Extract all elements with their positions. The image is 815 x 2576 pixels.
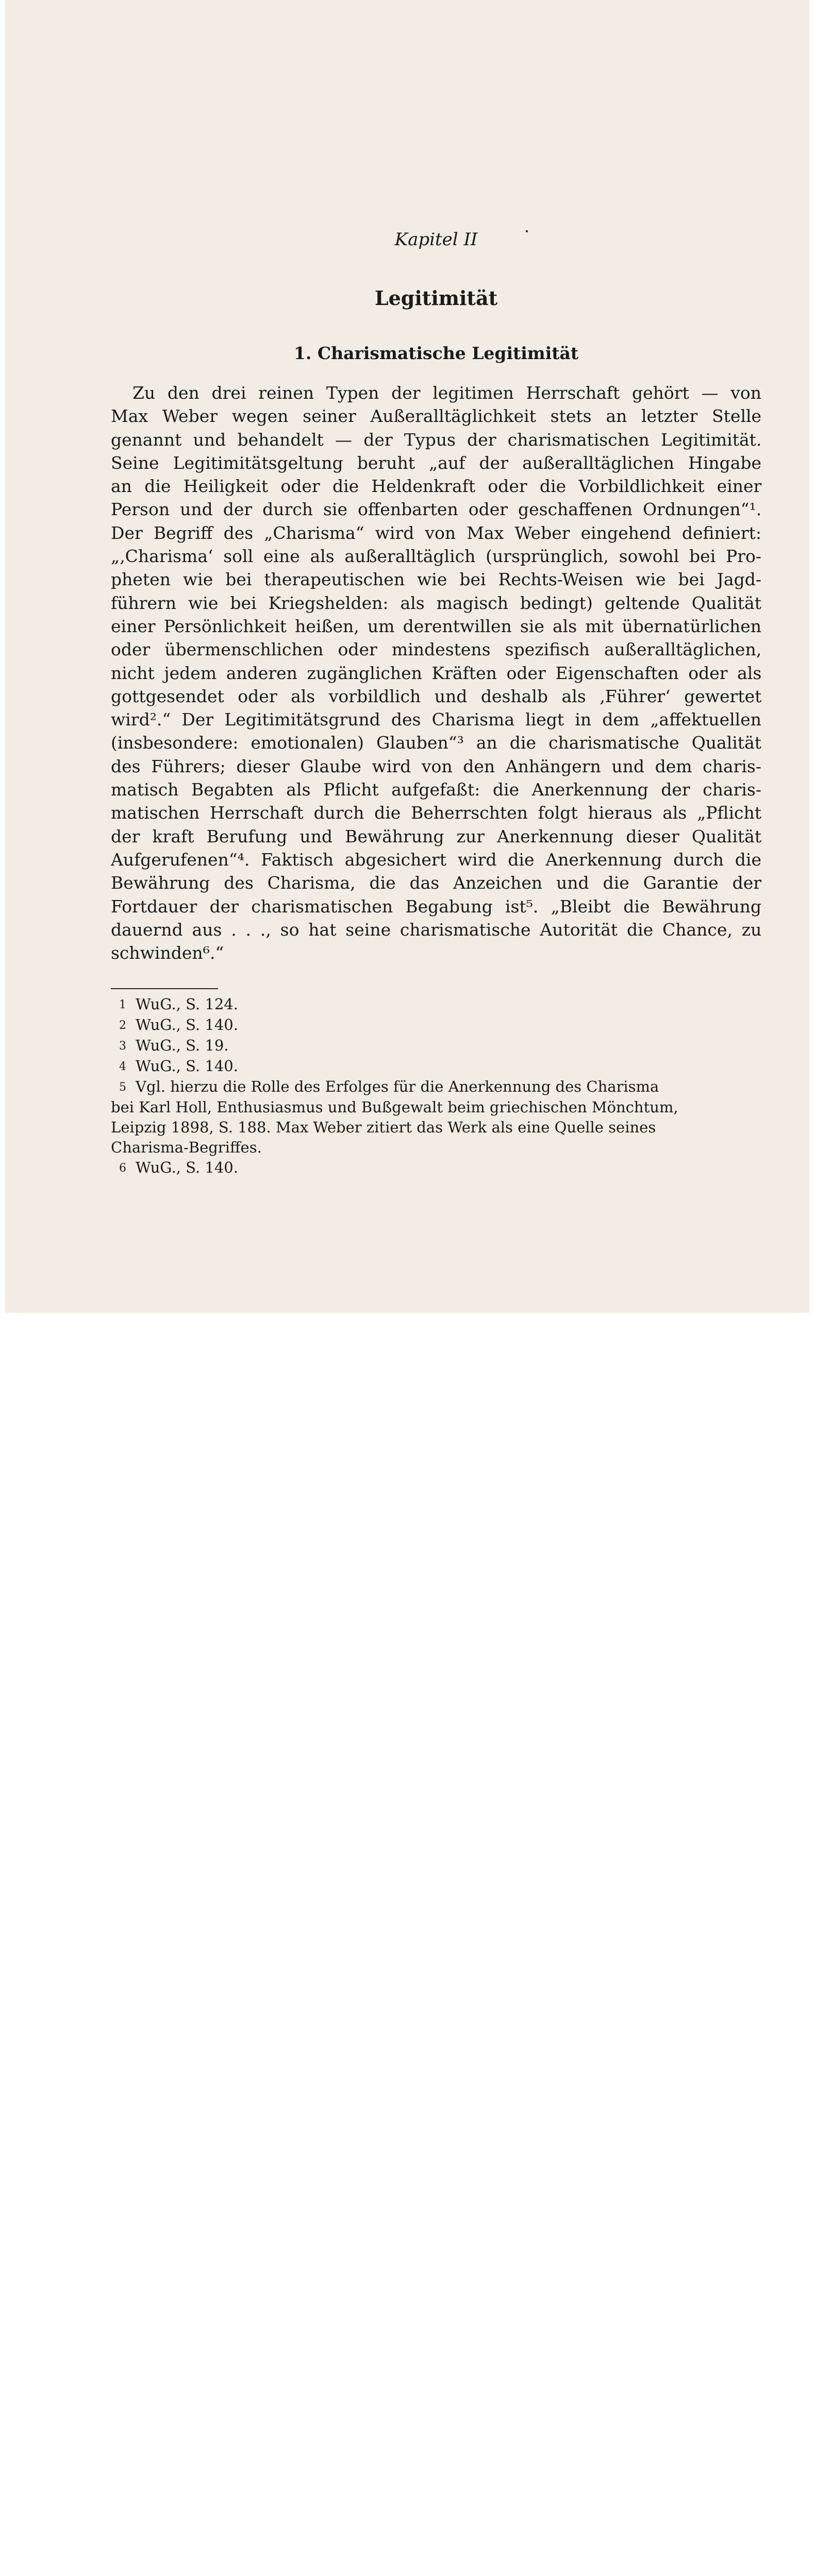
body-line: matischen Herrschaft durch die Beherrschten folgt hieraus als „Pflicht bbox=[111, 803, 761, 823]
body-line: matisch Begabten als Pflicht aufgefaßt: die Anerkennung der charis- bbox=[111, 779, 761, 800]
body-line: nicht jedem anderen zugänglichen Kräften oder Eigenschaften oder als bbox=[111, 663, 762, 683]
body-line: Max Weber wegen seiner Außeralltäglichkeit stets an letzter Stelle bbox=[111, 406, 762, 427]
footnote-text: WuG., S. 140. bbox=[136, 1016, 238, 1033]
body-line: des Führers; dieser Glaube wird von den Anhängern und dem charis- bbox=[111, 756, 761, 776]
footnote-text: WuG., S. 140. bbox=[136, 1159, 238, 1176]
footnote-number: 4 bbox=[119, 1060, 126, 1073]
footnote-number: 5 bbox=[119, 1081, 126, 1094]
body-line: (insbesondere: emotionalen) Glauben“³ an die charismatische Qualität bbox=[111, 733, 761, 753]
body-line: einer Persönlichkeit heißen, um derentwillen sie als mit übernatürlichen bbox=[111, 616, 762, 636]
body-line: Bewährung des Charisma, die das Anzeichen und die Garantie der bbox=[111, 873, 761, 893]
footnote-number: 1 bbox=[119, 998, 126, 1011]
footnote-text: WuG., S. 124. bbox=[136, 995, 238, 1013]
footnote bbox=[111, 1056, 761, 1077]
body-line: Person und der durch sie offenbarten oder geschaffenen Ordnungen“¹. bbox=[111, 499, 762, 520]
footnote-text: Leipzig 1898, S. 188. Max Weber zitiert das Werk als eine Quelle seines bbox=[111, 1118, 656, 1136]
footnote-number: 6 bbox=[119, 1162, 126, 1175]
section-heading: 1. Charismatische Legitimität bbox=[293, 343, 579, 363]
footnote-text: Vgl. hierzu die Rolle des Erfolges für die Anerkennung des Charisma bbox=[136, 1078, 659, 1095]
body-line: Aufgerufenen“⁴. Faktisch abgesichert wird die Anerkennung durch die bbox=[111, 849, 761, 870]
footnote-rule bbox=[111, 988, 218, 989]
footnote bbox=[111, 1158, 761, 1178]
body-line: „‚Charisma‘ soll eine als außeralltäglich (ursprünglich, sowohl bei Pro- bbox=[111, 546, 761, 567]
footnote-text: WuG., S. 140. bbox=[136, 1057, 238, 1075]
footnote bbox=[111, 1138, 761, 1158]
footnote bbox=[111, 1077, 761, 1097]
body-line: wird².“ Der Legitimitätsgrund des Charisma liegt in dem „affektuellen bbox=[111, 709, 761, 730]
body-line: oder übermenschlichen oder mindestens spezifisch außeralltäglichen, bbox=[111, 639, 762, 660]
page-title: Legitimität bbox=[374, 286, 498, 310]
body-line: Seine Legitimitätsgeltung beruht „auf der außeralltäglichen Hingabe bbox=[111, 452, 762, 473]
body-line: genannt und behandelt — der Typus der charismatischen Legitimität. bbox=[111, 429, 762, 450]
footnote bbox=[111, 994, 761, 1015]
footnote bbox=[111, 1015, 761, 1036]
body-line: Fortdauer der charismatischen Begabung ist⁵. „Bleibt die Bewährung bbox=[111, 896, 761, 917]
body-line: gottgesendet oder als vorbildlich und deshalb als ‚Führer‘ gewertet bbox=[111, 686, 762, 706]
body-line: pheten wie bei therapeutischen wie bei Rechts-Weisen wie bei Jagd- bbox=[111, 569, 761, 590]
footnote-text: WuG., S. 19. bbox=[136, 1037, 229, 1054]
footnote-text: bei Karl Holl, Enthusiasmus und Bußgewalt beim griechischen Mönchtum, bbox=[111, 1098, 678, 1116]
body-line: der kraft Berufung und Bewährung zur Anerkennung dieser Qualität bbox=[111, 826, 762, 846]
body-line: schwinden⁶.“ bbox=[111, 943, 224, 963]
body-line: an die Heiligkeit oder die Heldenkraft oder die Vorbildlichkeit einer bbox=[111, 476, 762, 497]
footnotes bbox=[111, 994, 761, 1178]
chapter-heading: Kapitel II bbox=[394, 229, 478, 250]
body-line: Der Begriff des „Charisma“ wird von Max Weber eingehend definiert: bbox=[111, 522, 761, 543]
footnote bbox=[111, 1117, 761, 1138]
body-line: führern wie bei Kriegshelden: als magisch bedingt) geltende Qualität bbox=[111, 592, 761, 613]
footnote-number: 2 bbox=[119, 1019, 126, 1032]
body-paragraph bbox=[111, 381, 761, 964]
footnote-text: Charisma-Begriffes. bbox=[111, 1139, 262, 1156]
footnote bbox=[111, 1097, 761, 1117]
body-line: Zu den drei reinen Typen der legitimen Herrschaft gehört — von bbox=[132, 383, 761, 403]
footnote bbox=[111, 1036, 761, 1056]
body-line: dauernd aus . . ., so hat seine charismatische Autorität die Chance, zu bbox=[111, 919, 762, 940]
footnote-number: 3 bbox=[119, 1040, 126, 1053]
scanned-page bbox=[5, 0, 809, 1313]
viewer-footer bbox=[0, 1313, 815, 1373]
